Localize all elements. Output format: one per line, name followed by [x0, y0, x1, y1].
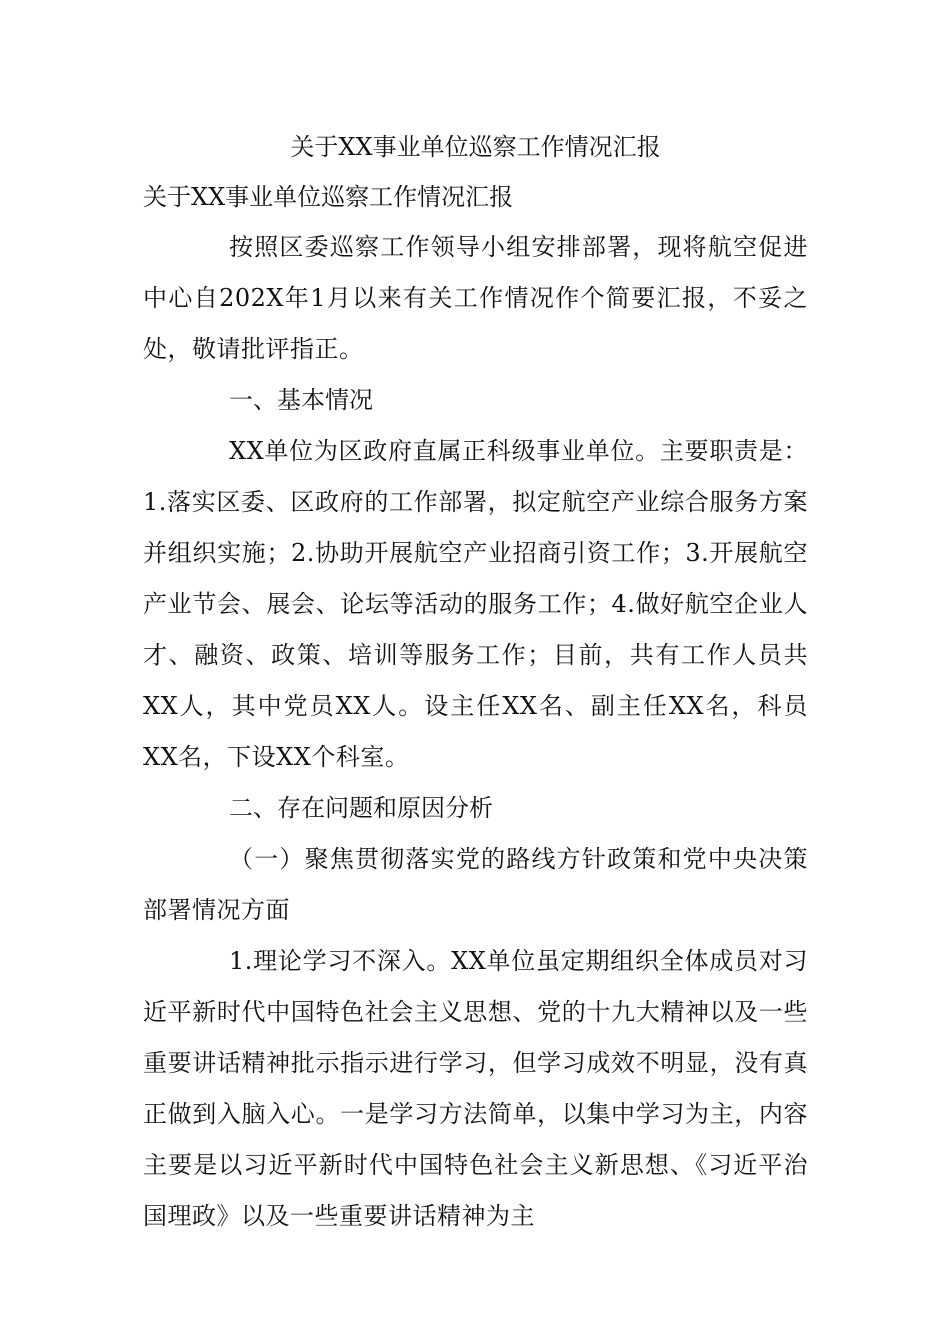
- document-title: 关于XX事业单位巡察工作情况汇报: [290, 133, 661, 161]
- section-heading-basic-situation: 一、基本情况: [229, 386, 373, 414]
- document-subtitle: 关于XX事业单位巡察工作情况汇报: [143, 183, 514, 211]
- subsection-heading-policy: （一）聚焦贯彻落实党的路线方针政策和党中央决策部署情况方面: [143, 845, 808, 924]
- basic-situation-paragraph: XX单位为区政府直属正科级事业单位。主要职责是：1.落实区委、区政府的工作部署，拟定航空产业综合服务方案并组织实施；2.协助开展航空产业招商引资工作；3.开展航空产业节会、展会、论坛等活动的服务工作；4.做好航空企业人才、融资、政策、培训等服务工作；目前，共有工作人员共XX人，其中党员XX人。设主任XX名、副主任XX名，科员XX名，下设XX个科室。: [143, 437, 808, 771]
- intro-paragraph: 按照区委巡察工作领导小组安排部署，现将航空促进中心自202X年1月以来有关工作情况作个简要汇报，不妥之处，敬请批评指正。: [143, 233, 808, 363]
- theory-study-paragraph: 1.理论学习不深入。XX单位虽定期组织全体成员对习近平新时代中国特色社会主义思想、党的十九大精神以及一些重要讲话精神批示指示进行学习，但学习成效不明显，没有真正做到入脑入心。一是学习方法简单，以集中学习为主，内容主要是以习近平新时代中国特色社会主义新思想、《习近平治国理政》以及一些重要讲话精神为主: [143, 947, 808, 1230]
- section-heading-problems: 二、存在问题和原因分析: [229, 794, 493, 822]
- document-body: [143, 122, 808, 1242]
